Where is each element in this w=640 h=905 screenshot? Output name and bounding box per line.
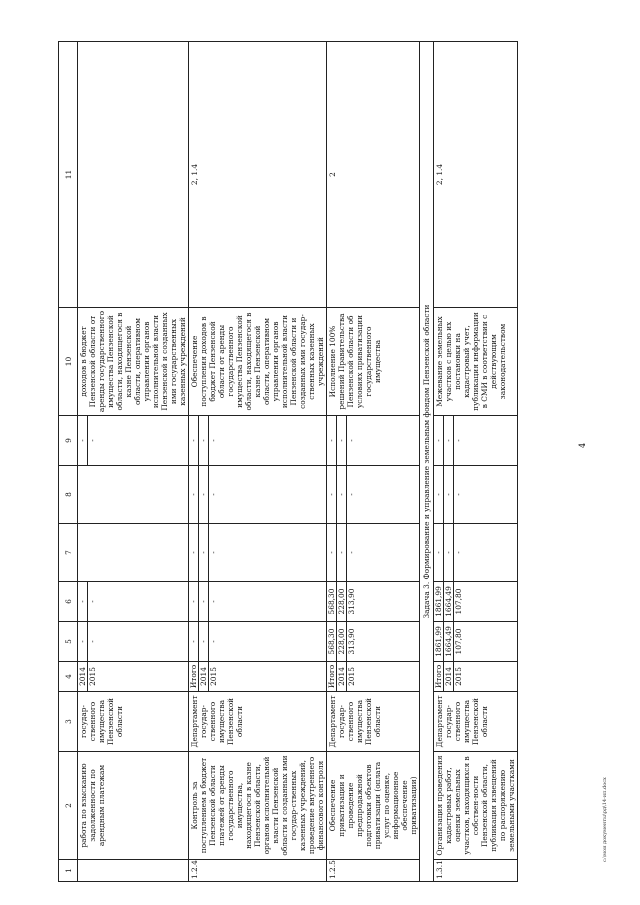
row-executor: Департамент государ-ственного имущества Пензенской области [434, 692, 518, 752]
value-cell: - [88, 439, 97, 442]
task-heading-row [420, 42, 434, 882]
value-cell: - [454, 551, 463, 554]
value-cell: - [444, 466, 454, 523]
row-col11 [78, 42, 189, 308]
footer-file-path: c:\мои документы\рд\14-ип.docx [602, 777, 608, 862]
row-col8 [78, 466, 189, 524]
row-activity: работа по взысканию задолженности по арендным платежам [78, 752, 189, 860]
value-cell: 228,00 [337, 582, 347, 621]
task-heading: Задача 3. Формирование и управление земельным фондом Пензенской области [420, 42, 434, 882]
value-cell: - [454, 439, 463, 442]
row-result: Межевание земельных участков с целью их постановки на кадастровый учет, публикация информации в СМИ в соответствии с действующим законодательством [434, 308, 518, 416]
row-executor: Департамент государ-ственного имущества Пензенской области [189, 692, 327, 752]
value-cell: - [199, 524, 209, 581]
row-col9 [78, 416, 189, 466]
value-cell: 107,80 [454, 628, 463, 655]
value-cell: 568,30 [327, 582, 337, 621]
value-cell: - [88, 640, 97, 643]
value-cell: - [347, 493, 356, 496]
col-header-11: 11 [59, 42, 78, 308]
row-col5 [327, 622, 420, 662]
col-header-7: 7 [59, 524, 78, 582]
row-years [434, 662, 518, 692]
value-cell: - [199, 466, 209, 523]
row-result: Исполнение 100% решений Правительства Пензенской области об условиях приватизации государственного имущества [327, 308, 420, 416]
value-cell: - [189, 466, 199, 523]
value-cell: - [189, 582, 199, 621]
col-header-6: 6 [59, 582, 78, 622]
row-col9 [327, 416, 420, 466]
row-executor: государ-ственного имущества Пензенской области [78, 692, 189, 752]
value-cell: - [327, 416, 337, 465]
row-col9 [434, 416, 518, 466]
value-cell: - [337, 466, 347, 523]
row-activity: Организация проведения кадастровых работ, оценки земельных участков, находящихся в собствен-ности Пензенской области, публикация извещений по распоряжению земельными участками [434, 752, 518, 860]
row-activity: Обеспечение приватизации и проведение предпродажной подготовки объектов приватизации (оплата услуг по оценке, информационное обеспечение приватизации) [327, 752, 420, 860]
year-cell: 2014 [78, 662, 88, 691]
year-cell: 2014 [337, 662, 347, 691]
col-header-3: 3 [59, 692, 78, 752]
row-col5 [434, 622, 518, 662]
col-header-5: 5 [59, 622, 78, 662]
col-header-4: 4 [59, 662, 78, 692]
row-col8 [189, 466, 327, 524]
value-cell: 1664,49 [444, 622, 454, 661]
value-cell: - [209, 439, 218, 442]
value-cell: - [209, 640, 218, 643]
col-header-2: 2 [59, 752, 78, 860]
value-cell: - [199, 582, 209, 621]
row-col7 [189, 524, 327, 582]
table-row [189, 42, 327, 882]
row-years [189, 662, 327, 692]
row-col6 [434, 582, 518, 622]
year-cell: 2015 [347, 667, 356, 686]
value-cell: - [434, 416, 444, 465]
value-cell: - [78, 416, 88, 465]
table-row [327, 42, 420, 882]
year-cell: Итого [434, 662, 444, 691]
row-col11: 2, 1.4 [434, 42, 518, 308]
row-col11: 2, 1.4 [189, 42, 327, 308]
year-cell: 2014 [199, 662, 209, 691]
row-id: 1.2.5 [327, 860, 420, 882]
row-col7 [78, 524, 189, 582]
row-id [78, 860, 189, 882]
row-col8 [434, 466, 518, 524]
value-cell: - [189, 622, 199, 661]
value-cell: - [434, 524, 444, 581]
row-col6 [327, 582, 420, 622]
value-cell: - [189, 416, 199, 465]
table-row [434, 42, 518, 882]
row-col8 [327, 466, 420, 524]
row-col11: 2 [327, 42, 420, 308]
value-cell: - [434, 466, 444, 523]
year-cell: 2015 [88, 667, 97, 686]
value-cell: - [199, 416, 209, 465]
row-result: Обеспечение поступления доходов в бюджет Пензенской области от аренды государственного имущества Пензенской области, находящегося в казне Пензенской области, оперативном управлении органов исполнительной власти Пензенской области и созданных ими государ-ственных казенных учреждений [189, 308, 327, 416]
page-number: 4 [578, 442, 587, 448]
value-cell: - [347, 551, 356, 554]
row-col5 [78, 622, 189, 662]
value-cell: 1861,99 [434, 622, 444, 661]
col-header-9: 9 [59, 416, 78, 466]
row-id: 1.2.4 [189, 860, 327, 882]
row-col7 [434, 524, 518, 582]
value-cell: - [88, 600, 97, 603]
value-cell: 568,30 [327, 622, 337, 661]
col-header-10: 10 [59, 308, 78, 416]
value-cell: 1664,49 [444, 582, 454, 621]
value-cell: - [189, 524, 199, 581]
col-header-8: 8 [59, 466, 78, 524]
program-table-rotated [58, 42, 578, 882]
value-cell: 228,00 [337, 622, 347, 661]
value-cell: - [337, 524, 347, 581]
value-cell: - [209, 551, 218, 554]
column-number-row [59, 42, 78, 882]
program-table [58, 41, 518, 882]
row-col5 [189, 622, 327, 662]
value-cell: - [209, 493, 218, 496]
value-cell: - [327, 466, 337, 523]
value-cell: 313,90 [347, 628, 356, 655]
row-years [327, 662, 420, 692]
row-executor: Департамент государ-ственного имущества Пензенской области [327, 692, 420, 752]
value-cell: 313,90 [347, 588, 356, 615]
value-cell: - [444, 524, 454, 581]
value-cell: 107,80 [454, 588, 463, 615]
value-cell: - [78, 622, 88, 661]
year-cell: 2015 [454, 667, 463, 686]
value-cell: - [327, 524, 337, 581]
value-cell: 1861,99 [434, 582, 444, 621]
year-cell: 2014 [444, 662, 454, 691]
value-cell: - [347, 439, 356, 442]
value-cell: - [209, 600, 218, 603]
row-activity: Контроль за поступлением в бюджет Пензенской области платежей от аренды государственного имущества, находящегося в казне Пензенской области, органов исполнительной власти Пензенской области и созданных ими государ-ственных казенных учреждений, проведение внутреннего финансового контроля [189, 752, 327, 860]
year-cell: Итого [327, 662, 337, 691]
row-col6 [189, 582, 327, 622]
value-cell: - [78, 582, 88, 621]
value-cell: - [444, 416, 454, 465]
value-cell: - [199, 622, 209, 661]
year-cell: Итого [189, 662, 199, 691]
value-cell: - [337, 416, 347, 465]
table-row [78, 42, 189, 882]
row-col9 [189, 416, 327, 466]
row-id: 1.3.1 [434, 860, 518, 882]
row-result: доходов в бюджет Пензенской области от аренды государственного имущества Пензенской области, находящегося в казне Пензенской области, оперативном управлении органов исполнительной власти Пензенской и созданных ими государственных казенных учреждений [78, 308, 189, 416]
value-cell: - [454, 493, 463, 496]
year-cell: 2015 [209, 667, 218, 686]
row-col6 [78, 582, 189, 622]
col-header-1: 1 [59, 860, 78, 882]
row-years [78, 662, 189, 692]
row-col7 [327, 524, 420, 582]
